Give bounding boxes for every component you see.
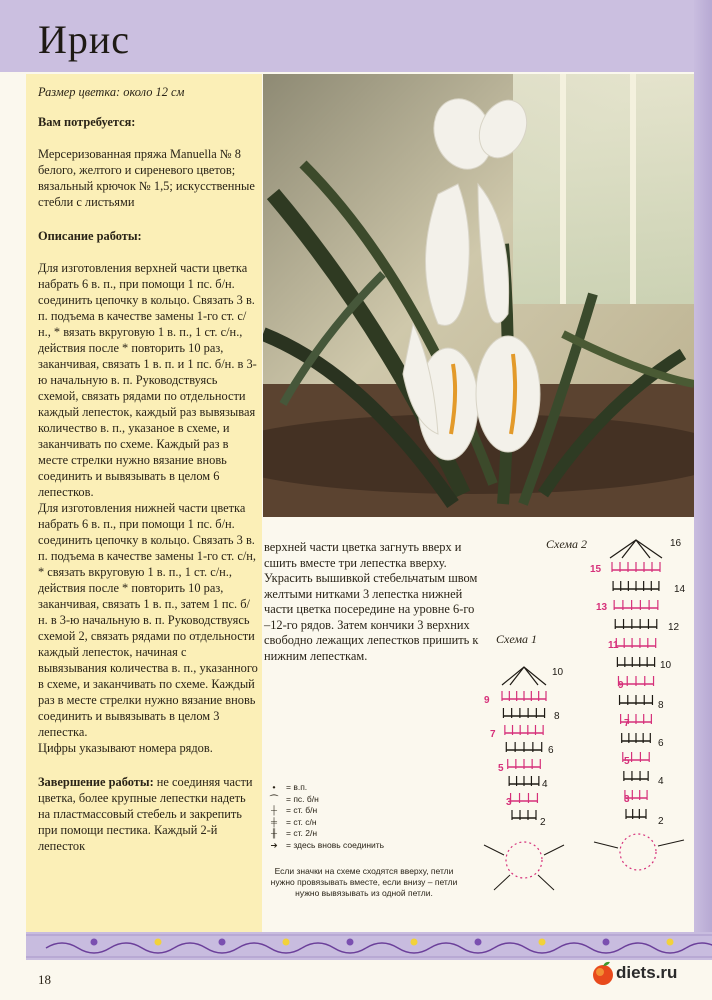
vine-segment: [622, 943, 686, 953]
s2-row-13: 13: [596, 602, 608, 613]
flower-bud: [219, 939, 226, 946]
finish-paragraph: [38, 774, 258, 854]
s2-row-6: 6: [658, 738, 664, 749]
legend-text: = в.п.: [286, 782, 308, 792]
s2-row-5: 5: [624, 756, 630, 767]
s2-row-14: 14: [674, 584, 686, 595]
description-paragraph-3: Цифры указывают номера рядов.: [38, 741, 213, 755]
flower-bud: [155, 939, 162, 946]
materials-text: Мерсеризованная пряжа Manuella № 8 белого, желтого и сиреневого цветов; вязальный крючок № 1,5; искусственные стебли с листьями: [38, 147, 255, 209]
s1-row-3: 3: [506, 797, 512, 808]
flower-bud: [475, 939, 482, 946]
legend-text: = ст. 2/н: [286, 828, 318, 838]
legend-item-chain: [266, 782, 466, 794]
vine-segment: [430, 943, 494, 953]
legend-symbol: ⌒: [269, 793, 279, 804]
description-paragraph-2: Для изготовления нижней части цветка набрать 6 в. п., при помощи 1 пс. б/н. соединить цепочку в кольцо. Связать 3 в. п. подъема в качестве замены 1-го ст. с/н, * связать вкруговую 1 в. п., 1 ст. с/н., действия после * повторить 10 раз, заканчивая, связать 1 в. п., затем 1 пс. б/н. в 3-ю начальную в. п. Руководствуясь схемой 2, связать рядами по отдельности каждый лепесток, начиная с вывязывания количества в. п., указанного в схеме, и заканчивать по схеме. Каждый раз в месте стрелки нужно вязание вновь соединить и вывязывать в целом 3 лепестка.: [38, 501, 258, 739]
vine-segment: [366, 943, 430, 953]
s2-row-2: 2: [658, 816, 664, 827]
vine-segment: [558, 943, 622, 953]
materials-heading: Вам потребуется:: [38, 115, 136, 129]
s2-row-4: 4: [658, 776, 664, 787]
legend-item-treble-crochet: [266, 828, 466, 840]
decorative-border: [26, 932, 712, 960]
flower-bud: [603, 939, 610, 946]
s1-row-4: 4: [542, 779, 548, 790]
flower-bud: [411, 939, 418, 946]
vine-segment: [494, 943, 558, 953]
iris-photo: [263, 74, 694, 517]
legend-text: = ст. б/н: [286, 805, 318, 815]
legend-item-single-crochet: [266, 805, 466, 817]
finish-text: не соединяя части цветка, более крупные лепестки надеть на пластмассовый стебель и закрепить при помощи пестика. Каждый 2-й лепесток: [38, 775, 253, 853]
page-number: 18: [38, 972, 51, 987]
site-domain: .ru: [655, 963, 678, 982]
s2-row-16: 16: [670, 538, 682, 549]
s2-row-9: 9: [618, 680, 624, 691]
apple-logo-icon: [590, 960, 616, 986]
s1-row-7: 7: [490, 729, 496, 740]
s2-row-8: 8: [658, 700, 664, 711]
vine-segment: [686, 943, 712, 953]
legend-symbol: ╪: [270, 816, 278, 827]
legend-item-slip-stitch: [266, 794, 466, 806]
flower-bud: [539, 939, 546, 946]
site-name: diets: [616, 963, 656, 982]
s2-row-7: 7: [624, 718, 630, 729]
flower-size: Размер цветка: около 12 см: [38, 85, 185, 99]
legend-text: = пс. б/н: [286, 793, 319, 804]
vine-segment: [46, 943, 110, 953]
site-logo[interactable]: [590, 960, 677, 986]
s1-row-8: 8: [554, 711, 560, 722]
scheme-2-label: Схема 2: [546, 537, 588, 551]
iris-photo-illustration: [263, 74, 694, 517]
legend-arrow-icon: ➔: [270, 839, 278, 850]
flower-bud: [667, 939, 674, 946]
instructions-column: [38, 84, 258, 854]
finish-heading: Завершение работы:: [38, 775, 154, 789]
scheme-2-diagram: [590, 530, 700, 880]
symbol-legend: [266, 782, 466, 851]
legend-symbol: ┼: [270, 805, 278, 815]
legend-text: = здесь вновь соединить: [286, 839, 385, 850]
flower-bud: [347, 939, 354, 946]
description-heading: Описание работы:: [38, 229, 142, 243]
description-paragraph-1: Для изготовления верхней части цветка набрать 6 в. п., при помощи 1 пс. б/н. соединить цепочку в кольцо. Связать 3 в. п. подъема в качестве замены 1-го ст. с/н., * вязать вкруговую 1 в. п., 1 ст. с/н., действия после * повторить 10 раз, заканчивая, связать 1 в. п. и 1 пс. б/н. в 3-ю начальную в. п. Руководствуясь схемой, связать рядами по отдельности каждый лепесток, каждый раз вывязывая количество в. п., указаное в схеме, и заканчивать по схеме. Каждый раз в месте стрелки нужно вязание вновь соединить и вывязывать в целом 6 лепестков.: [38, 261, 257, 499]
floral-border-ornament: [26, 932, 712, 960]
page-title: Ирис: [38, 17, 131, 62]
vine-segment: [238, 943, 302, 953]
vine-segment: [110, 943, 174, 953]
s2-row-3: 3: [624, 794, 630, 805]
s2-row-11: 11: [608, 640, 619, 651]
finishing-continuation: верхней части цветка загнуть вверх и сшить вместе три лепестка вверху. Украсить вышивкой стебельчатым швом желтыми нитками 3 лепестка нижней части цветка посередине на уровне 6-го –12-го рядов. Затем кончики 3 верхних свободно лежащих лепестков пришить к нижним лепесткам.: [264, 540, 479, 663]
s2-row-15: 15: [590, 564, 602, 575]
s1-row-5: 5: [498, 763, 504, 774]
s1-row-9: 9: [484, 695, 490, 706]
s2-row-12: 12: [668, 622, 680, 633]
flower-bud: [283, 939, 290, 946]
s2-row-10: 10: [660, 660, 672, 671]
legend-text: = ст. с/н: [286, 816, 317, 827]
flower-bud: [91, 939, 98, 946]
vine-segment: [174, 943, 238, 953]
scheme-1-diagram: [470, 655, 590, 905]
legend-symbol: •: [272, 782, 276, 792]
s1-row-6: 6: [548, 745, 554, 756]
legend-item-join-here: [266, 840, 466, 852]
legend-note: Если значки на схеме сходятся вверху, петли нужно провязывать вместе, если внизу – петли нужно вывязывать из одной петли.: [270, 866, 458, 898]
scheme-1-label: Схема 1: [496, 632, 538, 646]
s1-row-10: 10: [552, 667, 564, 678]
s1-row-2: 2: [540, 817, 546, 828]
vine-segment: [302, 943, 366, 953]
legend-item-double-crochet: [266, 817, 466, 829]
legend-symbol: ╫: [270, 828, 278, 838]
